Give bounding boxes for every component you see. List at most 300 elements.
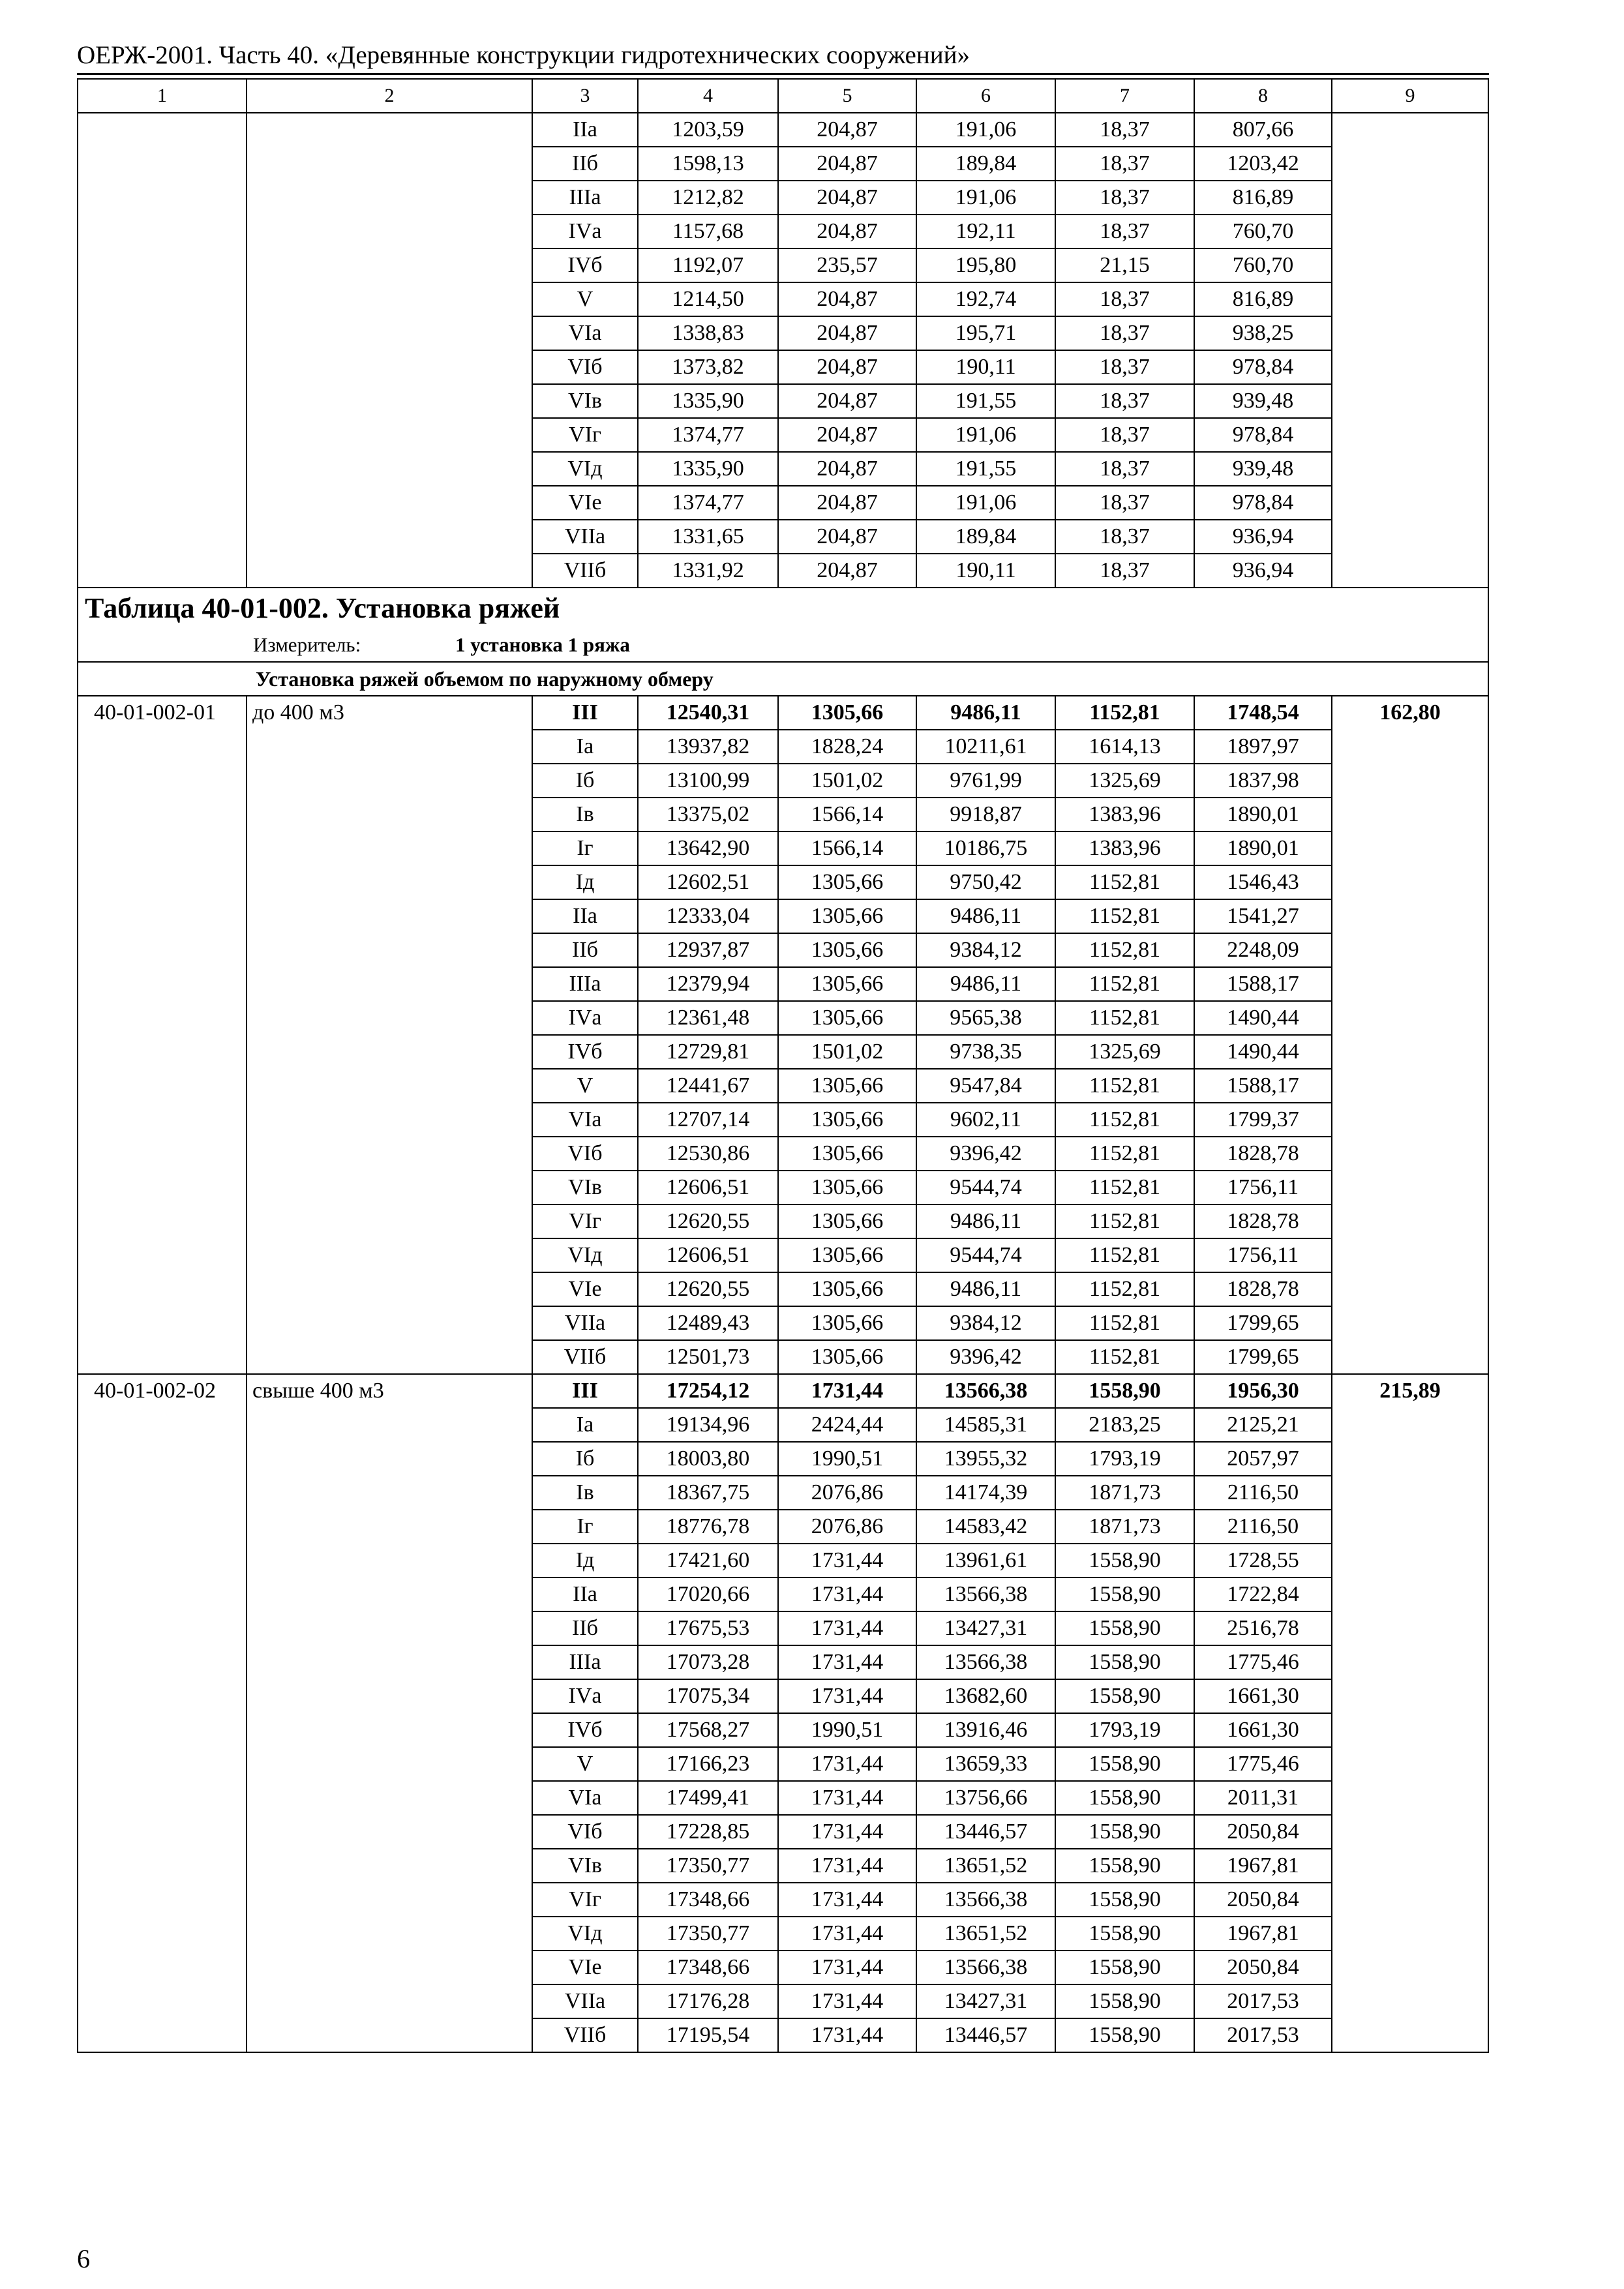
materials-cell: 1490,44: [1194, 1001, 1332, 1035]
class-code-cell: IIIа: [532, 1645, 638, 1679]
machines-cell: 13566,38: [916, 1374, 1055, 1408]
item-name: свыше 400 м3: [247, 1374, 532, 2052]
wages-cell: 1731,44: [778, 1645, 916, 1679]
machines-cell: 13756,66: [916, 1781, 1055, 1815]
class-code-cell: VIд: [532, 1238, 638, 1272]
wages-cell: 1305,66: [778, 1306, 916, 1340]
machinist-wages-cell: 1558,90: [1055, 1781, 1194, 1815]
total-cost-cell: 17350,77: [638, 1917, 778, 1951]
machines-cell: 13659,33: [916, 1747, 1055, 1781]
total-cost-cell: 1331,92: [638, 554, 778, 588]
total-cost-cell: 12501,73: [638, 1340, 778, 1374]
wages-cell: 2076,86: [778, 1510, 916, 1544]
machinist-wages-cell: 18,37: [1055, 215, 1194, 248]
table-row: [78, 1374, 1488, 1408]
wages-cell: 204,87: [778, 520, 916, 554]
wages-cell: 1731,44: [778, 1578, 916, 1611]
machinist-wages-cell: 1871,73: [1055, 1510, 1194, 1544]
machinist-wages-cell: 18,37: [1055, 486, 1194, 520]
class-code-cell: VIд: [532, 1917, 638, 1951]
class-code-cell: IIб: [532, 147, 638, 181]
total-cost-cell: 18003,80: [638, 1442, 778, 1476]
class-code-cell: IIа: [532, 899, 638, 933]
total-cost-cell: 17073,28: [638, 1645, 778, 1679]
machines-cell: 9602,11: [916, 1103, 1055, 1137]
class-code-cell: Iг: [532, 1510, 638, 1544]
wages-cell: 1731,44: [778, 1374, 916, 1408]
subheading-row: [78, 662, 1488, 696]
materials-cell: 1490,44: [1194, 1035, 1332, 1069]
total-cost-cell: 17254,12: [638, 1374, 778, 1408]
materials-cell: 760,70: [1194, 215, 1332, 248]
class-code-cell: Iб: [532, 1442, 638, 1476]
machines-cell: 189,84: [916, 520, 1055, 554]
materials-cell: 760,70: [1194, 248, 1332, 282]
machines-cell: 9486,11: [916, 696, 1055, 730]
class-code-cell: VIб: [532, 1137, 638, 1171]
machinist-wages-cell: 1152,81: [1055, 1001, 1194, 1035]
materials-cell: 1661,30: [1194, 1713, 1332, 1747]
total-cost-cell: 1212,82: [638, 181, 778, 215]
machines-cell: 9750,42: [916, 865, 1055, 899]
total-cost-cell: 13375,02: [638, 798, 778, 831]
machinist-wages-cell: 1152,81: [1055, 696, 1194, 730]
column-number: 5: [778, 79, 916, 113]
machinist-wages-cell: 18,37: [1055, 282, 1194, 316]
class-code-cell: VIг: [532, 1883, 638, 1917]
price-table: [77, 78, 1489, 2053]
labor-cell: [1332, 113, 1488, 588]
machines-cell: 189,84: [916, 147, 1055, 181]
wages-cell: 1305,66: [778, 1272, 916, 1306]
class-code-cell: Iв: [532, 1476, 638, 1510]
machinist-wages-cell: 1325,69: [1055, 1035, 1194, 1069]
machinist-wages-cell: 1558,90: [1055, 1984, 1194, 2018]
machines-cell: 9486,11: [916, 899, 1055, 933]
materials-cell: 1541,27: [1194, 899, 1332, 933]
wages-cell: 235,57: [778, 248, 916, 282]
machines-cell: 13446,57: [916, 1815, 1055, 1849]
wages-cell: 1566,14: [778, 831, 916, 865]
meter-row: [78, 629, 1488, 662]
machines-cell: 9544,74: [916, 1238, 1055, 1272]
total-cost-cell: 1374,77: [638, 418, 778, 452]
machines-cell: 13651,52: [916, 1917, 1055, 1951]
class-code-cell: VIг: [532, 418, 638, 452]
column-number: 1: [78, 79, 247, 113]
total-cost-cell: 17421,60: [638, 1544, 778, 1578]
running-header: ОЕРЖ-2001. Часть 40. «Деревянные конструкции гидротехнических сооружений»: [77, 41, 970, 69]
wages-cell: 1731,44: [778, 2018, 916, 2052]
class-code-cell: V: [532, 282, 638, 316]
total-cost-cell: 17075,34: [638, 1679, 778, 1713]
total-cost-cell: 1331,65: [638, 520, 778, 554]
wages-cell: 1501,02: [778, 1035, 916, 1069]
machinist-wages-cell: 1558,90: [1055, 1917, 1194, 1951]
table-title-row: [78, 588, 1488, 629]
wages-cell: 204,87: [778, 113, 916, 147]
meter-label: Измеритель:: [253, 633, 361, 656]
materials-cell: 1837,98: [1194, 764, 1332, 798]
class-code-cell: VIг: [532, 1204, 638, 1238]
meter-cell: [78, 629, 1488, 662]
class-code-cell: VIб: [532, 350, 638, 384]
machinist-wages-cell: 18,37: [1055, 316, 1194, 350]
machinist-wages-cell: 21,15: [1055, 248, 1194, 282]
materials-cell: 1890,01: [1194, 831, 1332, 865]
wages-cell: 1305,66: [778, 1204, 916, 1238]
machines-cell: 10186,75: [916, 831, 1055, 865]
wages-cell: 204,87: [778, 215, 916, 248]
machinist-wages-cell: 1152,81: [1055, 933, 1194, 967]
page-number: 6: [77, 2244, 90, 2273]
class-code-cell: IVб: [532, 1035, 638, 1069]
machinist-wages-cell: 18,37: [1055, 147, 1194, 181]
machinist-wages-cell: 18,37: [1055, 418, 1194, 452]
table-title: Таблица 40-01-002. Установка ряжей: [78, 588, 1488, 629]
materials-cell: 1588,17: [1194, 1069, 1332, 1103]
materials-cell: 978,84: [1194, 418, 1332, 452]
total-cost-cell: 17499,41: [638, 1781, 778, 1815]
wages-cell: 1305,66: [778, 696, 916, 730]
wages-cell: 1305,66: [778, 1069, 916, 1103]
materials-cell: 2050,84: [1194, 1815, 1332, 1849]
machinist-wages-cell: 2183,25: [1055, 1408, 1194, 1442]
machinist-wages-cell: 1558,90: [1055, 1544, 1194, 1578]
total-cost-cell: 17176,28: [638, 1984, 778, 2018]
subheading: Установка ряжей объемом по наружному обмеру: [78, 662, 1488, 696]
materials-cell: 2516,78: [1194, 1611, 1332, 1645]
machinist-wages-cell: 18,37: [1055, 113, 1194, 147]
materials-cell: 2017,53: [1194, 1984, 1332, 2018]
column-number: 3: [532, 79, 638, 113]
total-cost-cell: 1335,90: [638, 452, 778, 486]
table-row: [78, 113, 1488, 147]
wages-cell: 204,87: [778, 486, 916, 520]
meter-value: 1 установка 1 ряжа: [455, 633, 630, 656]
wages-cell: 1731,44: [778, 1883, 916, 1917]
item-code: 40-01-002-02: [78, 1374, 247, 2052]
machines-cell: 9565,38: [916, 1001, 1055, 1035]
class-code-cell: IIа: [532, 1578, 638, 1611]
machinist-wages-cell: 1152,81: [1055, 1069, 1194, 1103]
total-cost-cell: 17020,66: [638, 1578, 778, 1611]
wages-cell: 1731,44: [778, 1849, 916, 1883]
machines-cell: 191,06: [916, 113, 1055, 147]
materials-cell: 978,84: [1194, 350, 1332, 384]
wages-cell: 1305,66: [778, 1103, 916, 1137]
machinist-wages-cell: 1793,19: [1055, 1713, 1194, 1747]
class-code-cell: Iа: [532, 1408, 638, 1442]
total-cost-cell: 1214,50: [638, 282, 778, 316]
total-cost-cell: 12441,67: [638, 1069, 778, 1103]
machines-cell: 192,74: [916, 282, 1055, 316]
wages-cell: 204,87: [778, 181, 916, 215]
materials-cell: 2116,50: [1194, 1510, 1332, 1544]
machines-cell: 13955,32: [916, 1442, 1055, 1476]
wages-cell: 1990,51: [778, 1713, 916, 1747]
total-cost-cell: 12606,51: [638, 1238, 778, 1272]
machines-cell: 9384,12: [916, 933, 1055, 967]
total-cost-cell: 13100,99: [638, 764, 778, 798]
wages-cell: 204,87: [778, 384, 916, 418]
wages-cell: 204,87: [778, 452, 916, 486]
machinist-wages-cell: 1558,90: [1055, 1611, 1194, 1645]
wages-cell: 1305,66: [778, 967, 916, 1001]
machines-cell: 192,11: [916, 215, 1055, 248]
code-cell: [78, 113, 247, 588]
materials-cell: 1661,30: [1194, 1679, 1332, 1713]
wages-cell: 1731,44: [778, 1984, 916, 2018]
wages-cell: 1990,51: [778, 1442, 916, 1476]
machinist-wages-cell: 1558,90: [1055, 1849, 1194, 1883]
materials-cell: 1722,84: [1194, 1578, 1332, 1611]
wages-cell: 1305,66: [778, 1238, 916, 1272]
class-code-cell: Iг: [532, 831, 638, 865]
header-rule: [77, 73, 1489, 75]
total-cost-cell: 1203,59: [638, 113, 778, 147]
total-cost-cell: 17568,27: [638, 1713, 778, 1747]
machinist-wages-cell: 1152,81: [1055, 1306, 1194, 1340]
wages-cell: 1501,02: [778, 764, 916, 798]
materials-cell: 1588,17: [1194, 967, 1332, 1001]
total-cost-cell: 13642,90: [638, 831, 778, 865]
materials-cell: 2011,31: [1194, 1781, 1332, 1815]
materials-cell: 2050,84: [1194, 1951, 1332, 1984]
materials-cell: 936,94: [1194, 554, 1332, 588]
machines-cell: 190,11: [916, 350, 1055, 384]
total-cost-cell: 12602,51: [638, 865, 778, 899]
class-code-cell: VIе: [532, 1272, 638, 1306]
total-cost-cell: 12620,55: [638, 1204, 778, 1238]
machines-cell: 9544,74: [916, 1171, 1055, 1204]
machines-cell: 13682,60: [916, 1679, 1055, 1713]
materials-cell: 1828,78: [1194, 1272, 1332, 1306]
materials-cell: 2116,50: [1194, 1476, 1332, 1510]
materials-cell: 2057,97: [1194, 1442, 1332, 1476]
wages-cell: 1305,66: [778, 1171, 916, 1204]
materials-cell: 1967,81: [1194, 1849, 1332, 1883]
labor-cost: 162,80: [1332, 696, 1488, 1374]
materials-cell: 2125,21: [1194, 1408, 1332, 1442]
machinist-wages-cell: 1793,19: [1055, 1442, 1194, 1476]
machinist-wages-cell: 18,37: [1055, 350, 1194, 384]
total-cost-cell: 12379,94: [638, 967, 778, 1001]
machines-cell: 13566,38: [916, 1578, 1055, 1611]
class-code-cell: III: [532, 696, 638, 730]
machines-cell: 9918,87: [916, 798, 1055, 831]
machines-cell: 191,06: [916, 181, 1055, 215]
total-cost-cell: 1373,82: [638, 350, 778, 384]
machinist-wages-cell: 1152,81: [1055, 1238, 1194, 1272]
class-code-cell: V: [532, 1069, 638, 1103]
labor-cost: 215,89: [1332, 1374, 1488, 2052]
materials-cell: 1828,78: [1194, 1137, 1332, 1171]
wages-cell: 204,87: [778, 554, 916, 588]
class-code-cell: VIIб: [532, 554, 638, 588]
machinist-wages-cell: 1558,90: [1055, 1679, 1194, 1713]
class-code-cell: VIд: [532, 452, 638, 486]
class-code-cell: IIIа: [532, 181, 638, 215]
total-cost-cell: 12606,51: [638, 1171, 778, 1204]
class-code-cell: V: [532, 1747, 638, 1781]
total-cost-cell: 18367,75: [638, 1476, 778, 1510]
machines-cell: 190,11: [916, 554, 1055, 588]
class-code-cell: VIа: [532, 316, 638, 350]
materials-cell: 816,89: [1194, 181, 1332, 215]
wages-cell: 1731,44: [778, 1815, 916, 1849]
class-code-cell: IVб: [532, 1713, 638, 1747]
total-cost-cell: 12540,31: [638, 696, 778, 730]
total-cost-cell: 17348,66: [638, 1883, 778, 1917]
materials-cell: 1799,37: [1194, 1103, 1332, 1137]
materials-cell: 2050,84: [1194, 1883, 1332, 1917]
materials-cell: 978,84: [1194, 486, 1332, 520]
materials-cell: 1546,43: [1194, 865, 1332, 899]
class-code-cell: VIв: [532, 384, 638, 418]
materials-cell: 816,89: [1194, 282, 1332, 316]
total-cost-cell: 12729,81: [638, 1035, 778, 1069]
class-code-cell: VIе: [532, 486, 638, 520]
wages-cell: 1305,66: [778, 1137, 916, 1171]
machinist-wages-cell: 1383,96: [1055, 831, 1194, 865]
materials-cell: 1890,01: [1194, 798, 1332, 831]
machines-cell: 13961,61: [916, 1544, 1055, 1578]
wages-cell: 1731,44: [778, 1679, 916, 1713]
column-number: 7: [1055, 79, 1194, 113]
wages-cell: 204,87: [778, 316, 916, 350]
class-code-cell: VIб: [532, 1815, 638, 1849]
machines-cell: 9761,99: [916, 764, 1055, 798]
machinist-wages-cell: 1558,90: [1055, 1747, 1194, 1781]
wages-cell: 1731,44: [778, 1917, 916, 1951]
total-cost-cell: 1374,77: [638, 486, 778, 520]
materials-cell: 1956,30: [1194, 1374, 1332, 1408]
class-code-cell: Iв: [532, 798, 638, 831]
wages-cell: 1731,44: [778, 1747, 916, 1781]
class-code-cell: IIб: [532, 1611, 638, 1645]
machinist-wages-cell: 1325,69: [1055, 764, 1194, 798]
materials-cell: 1728,55: [1194, 1544, 1332, 1578]
materials-cell: 1897,97: [1194, 730, 1332, 764]
class-code-cell: VIа: [532, 1103, 638, 1137]
total-cost-cell: 1598,13: [638, 147, 778, 181]
total-cost-cell: 12489,43: [638, 1306, 778, 1340]
class-code-cell: IIIа: [532, 967, 638, 1001]
total-cost-cell: 1335,90: [638, 384, 778, 418]
wages-cell: 1731,44: [778, 1951, 916, 1984]
machinist-wages-cell: 1558,90: [1055, 2018, 1194, 2052]
machines-cell: 9486,11: [916, 1204, 1055, 1238]
materials-cell: 1203,42: [1194, 147, 1332, 181]
total-cost-cell: 12620,55: [638, 1272, 778, 1306]
total-cost-cell: 19134,96: [638, 1408, 778, 1442]
materials-cell: 1967,81: [1194, 1917, 1332, 1951]
materials-cell: 939,48: [1194, 452, 1332, 486]
machines-cell: 13427,31: [916, 1611, 1055, 1645]
machinist-wages-cell: 1558,90: [1055, 1645, 1194, 1679]
materials-cell: 1748,54: [1194, 696, 1332, 730]
materials-cell: 807,66: [1194, 113, 1332, 147]
materials-cell: 1828,78: [1194, 1204, 1332, 1238]
class-code-cell: VIв: [532, 1171, 638, 1204]
wages-cell: 204,87: [778, 282, 916, 316]
wages-cell: 204,87: [778, 350, 916, 384]
total-cost-cell: 17195,54: [638, 2018, 778, 2052]
machinist-wages-cell: 18,37: [1055, 181, 1194, 215]
name-cell: [247, 113, 532, 588]
machines-cell: 195,80: [916, 248, 1055, 282]
total-cost-cell: 12530,86: [638, 1137, 778, 1171]
materials-cell: 1756,11: [1194, 1171, 1332, 1204]
machinist-wages-cell: 1152,81: [1055, 899, 1194, 933]
wages-cell: 1305,66: [778, 933, 916, 967]
machines-cell: 13446,57: [916, 2018, 1055, 2052]
machinist-wages-cell: 1558,90: [1055, 1815, 1194, 1849]
wages-cell: 1305,66: [778, 1340, 916, 1374]
machinist-wages-cell: 1871,73: [1055, 1476, 1194, 1510]
machines-cell: 13427,31: [916, 1984, 1055, 2018]
machines-cell: 195,71: [916, 316, 1055, 350]
wages-cell: 1731,44: [778, 1611, 916, 1645]
machines-cell: 13566,38: [916, 1645, 1055, 1679]
machines-cell: 13916,46: [916, 1713, 1055, 1747]
total-cost-cell: 1192,07: [638, 248, 778, 282]
materials-cell: 1775,46: [1194, 1645, 1332, 1679]
machinist-wages-cell: 1558,90: [1055, 1883, 1194, 1917]
machines-cell: 10211,61: [916, 730, 1055, 764]
materials-cell: 1775,46: [1194, 1747, 1332, 1781]
wages-cell: 1731,44: [778, 1781, 916, 1815]
total-cost-cell: 12707,14: [638, 1103, 778, 1137]
materials-cell: 939,48: [1194, 384, 1332, 418]
machines-cell: 9486,11: [916, 1272, 1055, 1306]
machines-cell: 9396,42: [916, 1137, 1055, 1171]
machines-cell: 191,55: [916, 452, 1055, 486]
class-code-cell: IVа: [532, 1001, 638, 1035]
class-code-cell: IVа: [532, 215, 638, 248]
materials-cell: 1756,11: [1194, 1238, 1332, 1272]
item-name: до 400 м3: [247, 696, 532, 1374]
total-cost-cell: 1338,83: [638, 316, 778, 350]
machines-cell: 9547,84: [916, 1069, 1055, 1103]
machines-cell: 13651,52: [916, 1849, 1055, 1883]
materials-cell: 938,25: [1194, 316, 1332, 350]
class-code-cell: Iд: [532, 865, 638, 899]
column-number: 6: [916, 79, 1055, 113]
machinist-wages-cell: 1152,81: [1055, 1204, 1194, 1238]
materials-cell: 2248,09: [1194, 933, 1332, 967]
class-code-cell: VIIб: [532, 2018, 638, 2052]
machinist-wages-cell: 1152,81: [1055, 865, 1194, 899]
materials-cell: 1799,65: [1194, 1306, 1332, 1340]
materials-cell: 2017,53: [1194, 2018, 1332, 2052]
column-number: 9: [1332, 79, 1488, 113]
machines-cell: 191,06: [916, 418, 1055, 452]
total-cost-cell: 17348,66: [638, 1951, 778, 1984]
wages-cell: 2424,44: [778, 1408, 916, 1442]
machines-cell: 14583,42: [916, 1510, 1055, 1544]
class-code-cell: Iб: [532, 764, 638, 798]
machinist-wages-cell: 1614,13: [1055, 730, 1194, 764]
total-cost-cell: 12937,87: [638, 933, 778, 967]
machines-cell: 191,06: [916, 486, 1055, 520]
wages-cell: 1731,44: [778, 1544, 916, 1578]
total-cost-cell: 17166,23: [638, 1747, 778, 1781]
class-code-cell: VIIа: [532, 520, 638, 554]
class-code-cell: VIе: [532, 1951, 638, 1984]
class-code-cell: VIIа: [532, 1306, 638, 1340]
